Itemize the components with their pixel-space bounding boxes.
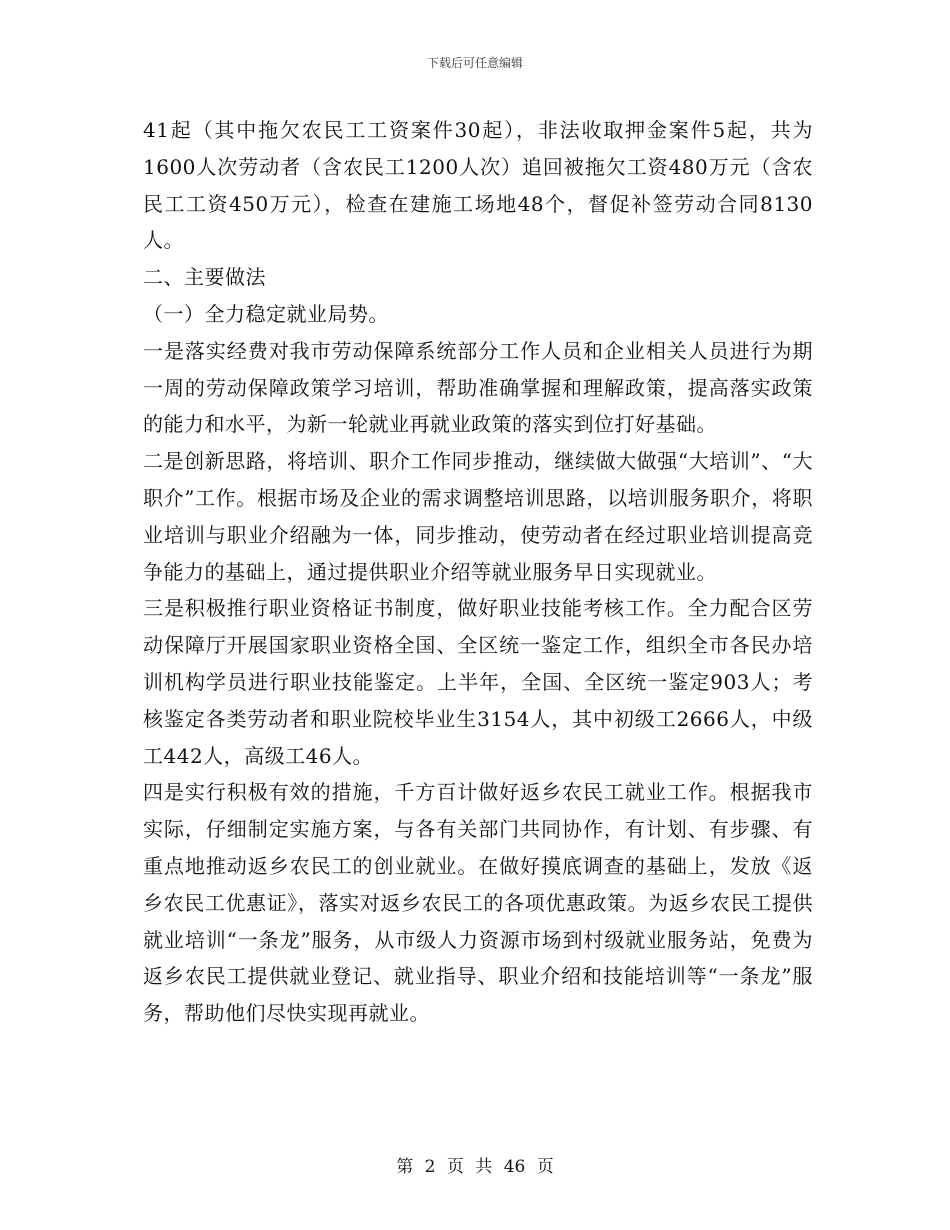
page-number-footer: 第 2 页 共 46 页 (396, 1157, 554, 1177)
paragraph-point-four: 四是实行积极有效的措施，千方百计做好返乡农民工就业工作。根据我市实际，仔细制定实施方案，与各有关部门共同协作，有计划、有步骤、有重点地推动返乡农民工的创业就业。在做好摸底调查的基础上，发放《返乡农民工优惠证》，落实对返乡农民工的各项优惠政策。为返乡农民工提供就业培训“一条龙”服务，从市级人力资源市场到村级就业服务站，免费为返乡农民工提供就业登记、就业指导、职业介绍和技能培训等“一条龙”服务，帮助他们尽快实现再就业。 (143, 780, 813, 1026)
section-heading-main-practices: 二、主要做法 (143, 265, 266, 290)
paragraph-point-two: 二是创新思路，将培训、职介工作同步推动，继续做大做强“大培训”、“大职介”工作。根据市场及企业的需求调整培训思路，以培训服务职介，将职业培训与职业介绍融为一体，同步推动，使劳动者在经过职业培训提高竞争能力的基础上，通过提供职业介绍等就业服务早日实现就业。 (143, 449, 813, 584)
subsection-heading-stabilize-employment: （一）全力稳定就业局势。 (143, 301, 389, 326)
paragraph-stats-continued: 41起（其中拖欠农民工工资案件30起），非法收取押金案件5起，共为1600人次劳动者（含农民工1200人次）追回被拖欠工资480万元（含农民工工资450万元），检查在建施工场地48个，督促补签劳动合同8130人。 (143, 118, 813, 253)
paragraph-point-three: 三是积极推行职业资格证书制度，做好职业技能考核工作。全力配合区劳动保障厅开展国家职业资格全国、全区统一鉴定工作，组织全市各民办培训机构学员进行职业技能鉴定。上半年，全国、全区统一鉴定903人；考核鉴定各类劳动者和职业院校毕业生3154人，其中初级工2666人，中级工442人，高级工46人。 (143, 596, 813, 768)
document-body (143, 112, 813, 1032)
paragraph-point-one: 一是落实经费对我市劳动保障系统部分工作人员和企业相关人员进行为期一周的劳动保障政策学习培训，帮助准确掌握和理解政策，提高落实政策的能力和水平，为新一轮就业再就业政策的落实到位打好基础。 (143, 338, 813, 437)
page-header: 下载后可任意编辑 (426, 56, 523, 70)
